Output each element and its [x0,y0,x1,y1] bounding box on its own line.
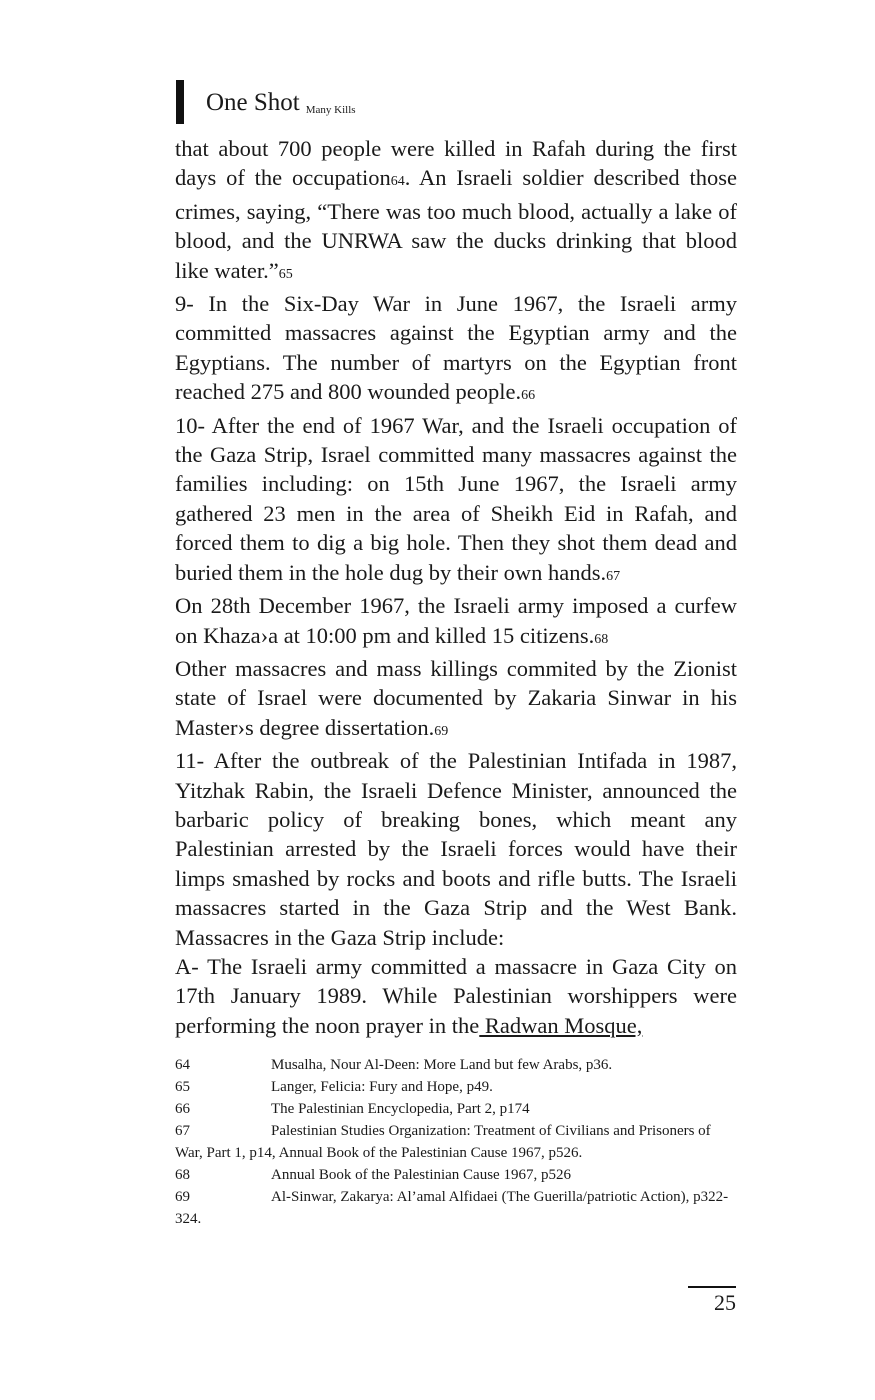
footnote [175,1054,737,1076]
footnote [175,1186,737,1230]
footnote-text: Al-Sinwar, Zakarya: Al’amal Alfidaei (The Guerilla/patriotic Action), p322-324. [175,1189,729,1227]
footnote-number: 65 [175,1079,190,1095]
paragraph-text: . An Israeli soldier described those crimes, saying, “There was too much blood, actually a lake of blood, and the UNRWA saw the ducks drinking that blood like water.” [175,165,738,283]
footnote-text: Langer, Felicia: Fury and Hope, p49. [271,1079,493,1095]
footnote-text: Palestinian Studies Organization: Treatment of Civilians and Prisoners of War, Part 1, p14, Annual Book of the Palestinian Cause 1967, p526. [175,1123,711,1161]
footnote-ref: 65 [278,266,293,282]
paragraph [175,591,737,654]
paragraph-text: 9- In the Six-Day War in June 1967, the Israeli army committed massacres against the Egyptian army and the Egyptians. The number of martyrs on the Egyptian front reached 275 and 800 wounded people. [175,291,737,405]
footnote-text: Musalha, Nour Al-Deen: More Land but few Arabs, p36. [271,1057,613,1073]
paragraph-text: that about 700 people were killed in Rafah during the first days of the occupation [175,136,737,191]
paragraph [175,289,737,411]
body-text [175,134,737,1040]
paragraph [175,654,737,746]
footnote-ref: 68 [594,631,609,647]
footnote-number: 67 [175,1123,190,1139]
running-header [176,78,356,124]
page-number: 25 [714,1290,736,1315]
footnote-text: Annual Book of the Palestinian Cause 1967, p526 [271,1167,571,1183]
paragraph-text: Other massacres and mass killings commited by the Zionist state of Israel were documented by Zakaria Sinwar in his Master›s degree dissertation. [175,655,737,740]
footnote-number: 69 [175,1189,190,1205]
paragraph [175,952,737,1040]
paragraph-text: A- The Israeli army committed a massacre in Gaza City on 17th January 1989. While Palestinian worshippers were performing the noon prayer in the [175,953,737,1038]
footnote-ref: 67 [606,568,621,584]
book-title: One Shot [206,89,300,116]
footnote-ref: 66 [521,388,536,404]
footnote-number: 68 [175,1167,190,1183]
paragraph-text: On 28th December 1967, the Israeli army imposed a curfew on Khaza›a at 10:00 pm and killed 15 citizens. [175,593,737,648]
paragraph-text: 10- After the end of 1967 War, and the Israeli occupation of the Gaza Strip, Israel committed many massacres against the families including: on 15th June 1967, the Israeli army gathered 23 men in the area of Sheikh Eid in Rafah, and forced them to dig a big hole. Then they shot them dead and buried them in the hole dug by their own hands. [175,412,737,585]
footnote-number: 64 [175,1057,190,1073]
footnote-ref: 64 [390,174,405,190]
footnote-number: 66 [175,1101,190,1117]
paragraph [175,746,737,952]
paragraph-text: 11- After the outbreak of the Palestinian Intifada in 1987, Yitzhak Rabin, the Israeli Defence Minister, announced the barbaric policy of breaking bones, which meant any Palestinian arrested by the Israeli forces would have their limps smashed by rocks and boots and rifle butts. The Israeli massacres started in the Gaza Strip and the West Bank. Massacres in the Gaza Strip include: [175,748,737,950]
paragraph [175,411,737,591]
footnote [175,1076,737,1098]
book-subtitle: Many Kills [305,104,356,116]
footnote [175,1098,737,1120]
footnote [175,1164,737,1186]
footnote [175,1120,737,1164]
underlined-text: Radwan Mosque, [479,1012,643,1038]
header-bar [176,80,184,124]
footnote-text: The Palestinian Encyclopedia, Part 2, p174 [271,1101,530,1117]
footnote-ref: 69 [434,723,449,739]
footnotes [175,1054,737,1230]
paragraph [175,134,737,289]
